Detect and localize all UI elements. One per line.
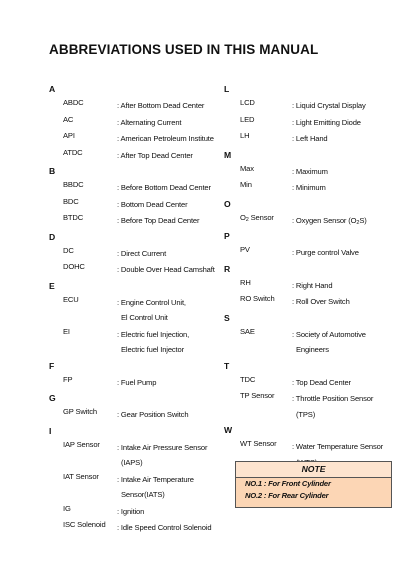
section-letter-d: D <box>49 231 56 242</box>
entry-def: : Direct Current <box>117 248 167 258</box>
entry-gp-switch <box>49 407 219 423</box>
section-letter-b: B <box>49 166 56 176</box>
entry-abbr: IG <box>63 503 71 513</box>
note-heading: NOTE <box>236 462 391 478</box>
section-letter-r: R <box>224 263 231 274</box>
entry-ac <box>49 115 219 131</box>
entry-abbr: BBDC <box>63 180 84 189</box>
entry-isc-solenoid <box>49 520 219 536</box>
entry-iat-sensor <box>49 472 219 503</box>
entry-def: : Oxygen Sensor $(O_2S)$ <box>292 215 367 226</box>
entry-iap-sensor <box>49 440 219 471</box>
entry-abbr: DOHC <box>63 262 85 271</box>
section-letter-e: E <box>49 280 55 291</box>
entry-def: : Ignition <box>117 506 145 516</box>
entry-lcd <box>224 98 394 114</box>
entry-atdc <box>49 148 219 164</box>
entry-abbr: RH <box>240 277 251 287</box>
entry-def: : Roll Over Switch <box>292 297 350 306</box>
entry-def: : Alternating Current <box>117 117 182 127</box>
section-letter-s: S <box>224 312 230 323</box>
entry-def: : After Bottom Dead Center <box>117 101 205 110</box>
entry-rh <box>224 278 394 294</box>
section-letter-l: L <box>224 84 230 94</box>
entry-def-continued: Engineers <box>296 345 329 354</box>
note-line-front-cylinder: NO.1 : For Front Cylinder <box>245 479 331 488</box>
entry-dc <box>49 246 219 262</box>
entry-abbr: DC <box>63 245 74 255</box>
entry-ei <box>49 327 219 358</box>
entry-abbr: BTDC <box>63 213 84 222</box>
entry-tp-sensor <box>224 391 394 422</box>
entry-abbr: BDC <box>63 196 79 206</box>
entry-def: : Minimum <box>292 183 326 192</box>
entry-min <box>224 180 394 196</box>
section-letter-m: M <box>224 149 232 160</box>
entry-def: : Society of Automotive <box>292 329 366 339</box>
entry-max <box>224 164 394 180</box>
entry-abbr: LED <box>240 114 255 124</box>
entry-def: : Right Hand <box>292 280 333 290</box>
entry-abbr: ATDC <box>63 147 83 157</box>
entry-def: : Fuel Pump <box>117 377 157 387</box>
entry-abbr: LH <box>240 131 250 140</box>
section-letter-g: G <box>49 393 56 403</box>
entry-fp <box>49 375 219 391</box>
entry-def-continued: (TPS) <box>296 409 316 419</box>
entry-def: : American Petroleum Institute <box>117 134 214 143</box>
entry-def: : Engine Control Unit, <box>117 297 186 307</box>
entry-sae <box>224 327 394 358</box>
right-column <box>224 82 394 471</box>
note-box <box>235 461 392 508</box>
entry-def: : Intake Air Temperature <box>117 474 194 484</box>
entry-abbr: FP <box>63 374 73 384</box>
entry-def: : Idle Speed Control Solenoid <box>117 523 212 532</box>
entry-def: : Liquid Crystal Display <box>292 101 366 110</box>
section-letter-w: W <box>224 425 233 435</box>
entry-bdc <box>49 197 219 213</box>
entry-def: : Gear Position Switch <box>117 410 189 419</box>
section-letter-f: F <box>49 360 55 371</box>
entry-def-continued: (IAPS) <box>121 458 143 467</box>
section-letter-o: O <box>224 198 231 209</box>
entry-abbr: ABDC <box>63 98 84 107</box>
note-line-rear-cylinder: NO.2 : For Rear Cylinder <box>245 491 329 500</box>
entry-def: : Throttle Position Sensor <box>292 394 374 403</box>
entry-abbr: PV <box>240 245 250 254</box>
entry-abbr: $O_2$ Sensor <box>240 212 274 223</box>
entry-def-continued: El Control Unit <box>121 313 168 322</box>
entry-btdc <box>49 213 219 229</box>
entry-def: : Left Hand <box>292 134 328 143</box>
entry-bbdc <box>49 180 219 196</box>
entry-def: : Water Temperature Sensor <box>292 442 384 451</box>
entry-abbr: WT Sensor <box>240 439 277 448</box>
section-letter-a: A <box>49 84 56 94</box>
entry-ro-switch <box>224 294 394 310</box>
entry-def-continued: Electric fuel Injector <box>121 345 184 354</box>
entry-def: : Light Emitting Diode <box>292 117 361 127</box>
entry-tdc <box>224 375 394 391</box>
entry-abbr: GP Switch <box>63 407 97 416</box>
entry-abbr: Max <box>240 163 254 173</box>
entry-abbr: API <box>63 131 75 140</box>
entry-abbr: IAP Sensor <box>63 439 100 449</box>
entry-abbr: EI <box>63 326 70 336</box>
entry-abbr: TP Sensor <box>240 391 275 400</box>
entry-def: : Purge control Valve <box>292 248 359 257</box>
entry-def: : Maximum <box>292 166 328 176</box>
entry-def: : Bottom Dead Center <box>117 199 188 209</box>
section-letter-t: T <box>224 360 230 371</box>
entry-o2-sensor <box>224 213 394 229</box>
entry-abbr: Min <box>240 180 252 189</box>
entry-abbr: IAT Sensor <box>63 471 99 481</box>
entry-def: : Top Dead Center <box>292 377 351 387</box>
entry-ig <box>49 504 219 520</box>
section-letter-p: P <box>224 231 230 241</box>
entry-abbr: ECU <box>63 294 79 304</box>
entry-abbr: TDC <box>240 374 256 384</box>
entry-abbr: AC <box>63 114 74 124</box>
entry-def: : Before Bottom Dead Center <box>117 183 211 192</box>
entry-led <box>224 115 394 131</box>
entry-dohc <box>49 262 219 278</box>
entry-pv <box>224 245 394 261</box>
entry-def: : Double Over Head Camshaft <box>117 265 215 274</box>
entry-api <box>49 131 219 147</box>
entry-def-continued: Sensor(IATS) <box>121 490 165 499</box>
entry-lh <box>224 131 394 147</box>
entry-ecu <box>49 295 219 326</box>
entry-def: : Before Top Dead Center <box>117 216 200 225</box>
entry-abbr: SAE <box>240 326 255 336</box>
entry-def: : Intake Air Pressure Sensor <box>117 442 208 452</box>
entry-abbr: ISC Solenoid <box>63 520 106 529</box>
entry-def: : After Top Dead Center <box>117 150 193 160</box>
section-letter-i: I <box>49 425 52 436</box>
entry-abbr: RO Switch <box>240 294 275 303</box>
entry-abdc <box>49 98 219 114</box>
left-column <box>49 82 219 537</box>
page-title: ABBREVIATIONS USED IN THIS MANUAL <box>49 42 319 57</box>
entry-def: : Electric fuel Injection, <box>117 329 190 339</box>
entry-abbr: LCD <box>240 98 255 107</box>
